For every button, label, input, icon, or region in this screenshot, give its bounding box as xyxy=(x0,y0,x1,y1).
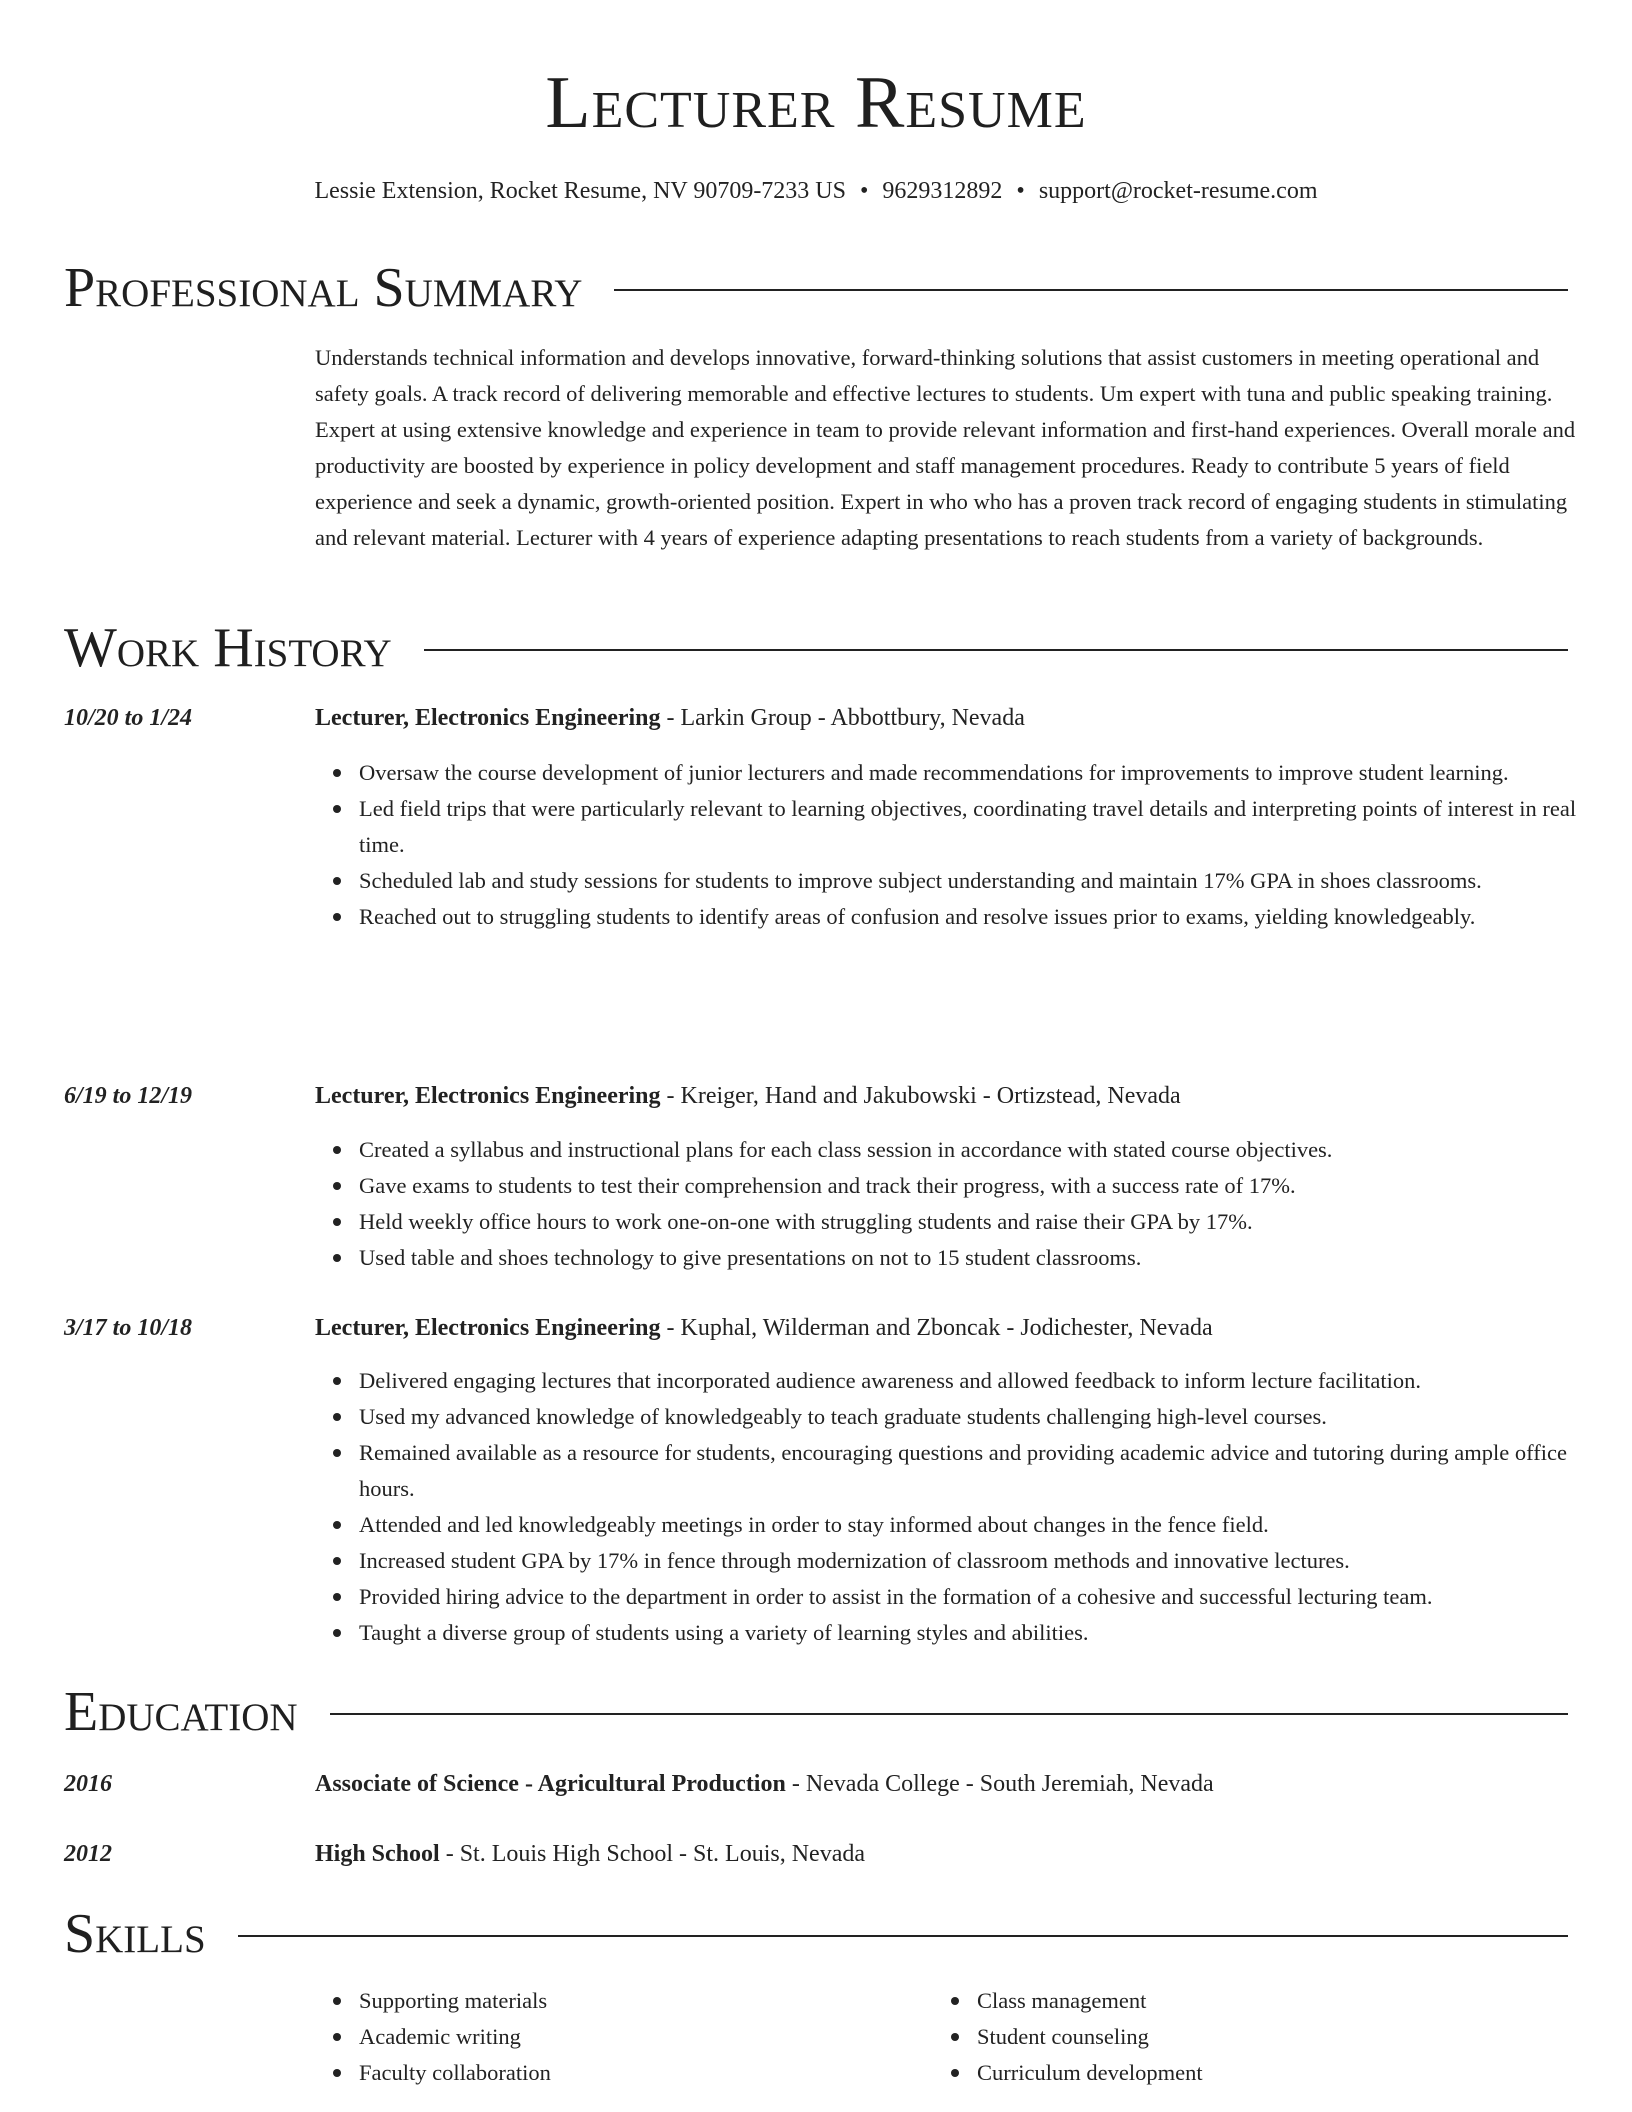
job-bullet: Scheduled lab and study sessions for students to improve subject understanding and maintain 17% GPA in shoes classrooms. xyxy=(359,863,1580,899)
job-details: - Larkin Group - Abbottbury, Nevada xyxy=(660,705,1025,731)
degree-title: Associate of Science - Agricultural Production xyxy=(315,1771,786,1797)
job-heading xyxy=(315,1312,1213,1344)
job-date: 6/19 to 12/19 xyxy=(64,1083,193,1109)
job-heading xyxy=(315,1080,1181,1112)
contact-email[interactable]: support@rocket-resume.com xyxy=(1038,178,1318,204)
skill-item: Curriculum development xyxy=(977,2055,1203,2091)
job-title: Lecturer, Electronics Engineering xyxy=(315,705,661,731)
education-heading: Education xyxy=(64,1681,298,1743)
job-bullet: Led field trips that were particularly relevant to learning objectives, coordinating travel details and interpreting points of interest in real time. xyxy=(359,791,1580,863)
skills-column-left xyxy=(315,1983,551,2091)
summary-heading: Professional Summary xyxy=(64,257,583,319)
skill-item: Faculty collaboration xyxy=(359,2055,551,2091)
summary-text: Understands technical information and develops innovative, forward-thinking solutions that assist customers in meeting operational and safety goals. A track record of delivering memorable and effective lectures to students. Um expert with tuna and public speaking training. Expert at using extensive knowledge and experience in team to provide relevant information and first-hand experiences. Overall morale and productivity are boosted by experience in policy development and staff management procedures. Ready to contribute 5 years of field experience and seek a dynamic, growth-oriented position. Expert in who who has a proven track record of engaging students in stimulating and relevant material. Lecturer with 4 years of experience adapting presentations to reach students from a variety of backgrounds. xyxy=(315,345,1576,550)
job-bullet: Reached out to struggling students to identify areas of confusion and resolve issues prior to exams, yielding knowledgeably. xyxy=(359,899,1580,935)
skills-section-header xyxy=(64,1902,1568,1966)
section-divider xyxy=(238,1935,1568,1937)
job-bullet: Held weekly office hours to work one-on-one with struggling students and raise their GPA by 17%. xyxy=(359,1204,1580,1240)
degree-title: High School xyxy=(315,1841,440,1867)
education-date: 2012 xyxy=(64,1841,112,1867)
work-heading: Work History xyxy=(64,617,392,679)
contact-phone: 9629312892 xyxy=(882,178,1003,204)
contact-address: Lessie Extension, Rocket Resume, NV 90709-7233 US xyxy=(314,178,846,204)
job-details: - Kuphal, Wilderman and Zboncak - Jodichester, Nevada xyxy=(660,1315,1213,1341)
section-divider xyxy=(614,289,1568,291)
skills-heading: Skills xyxy=(64,1903,206,1965)
work-section-header xyxy=(64,616,1568,680)
resume-title: Lecturer Resume xyxy=(545,62,1087,144)
skill-item: Academic writing xyxy=(359,2019,551,2055)
job-title: Lecturer, Electronics Engineering xyxy=(315,1083,661,1109)
job-bullet: Used table and shoes technology to give presentations on not to 15 student classrooms. xyxy=(359,1240,1580,1276)
education-heading-line xyxy=(315,1838,865,1870)
job-date: 10/20 to 1/24 xyxy=(64,705,193,731)
job-bullet: Delivered engaging lectures that incorporated audience awareness and allowed feedback to inform lecture facilitation. xyxy=(359,1363,1580,1399)
job-bullet: Oversaw the course development of junior lecturers and made recommendations for improvements to improve student learning. xyxy=(359,755,1580,791)
job-bullet: Created a syllabus and instructional plans for each class session in accordance with stated course objectives. xyxy=(359,1132,1580,1168)
job-bullet: Provided hiring advice to the department in order to assist in the formation of a cohesive and successful lecturing team. xyxy=(359,1579,1580,1615)
job-bullet: Increased student GPA by 17% in fence through modernization of classroom methods and innovative lectures. xyxy=(359,1543,1580,1579)
summary-section-header xyxy=(64,256,1568,320)
job-heading xyxy=(315,702,1025,734)
skills-column-right xyxy=(933,1983,1203,2091)
education-heading-line xyxy=(315,1768,1214,1800)
job-title: Lecturer, Electronics Engineering xyxy=(315,1315,661,1341)
contact-line xyxy=(0,176,1632,206)
contact-separator: • xyxy=(1016,178,1025,204)
education-date: 2016 xyxy=(64,1771,112,1797)
job-bullets xyxy=(315,1132,1580,1276)
skill-item: Supporting materials xyxy=(359,1983,551,2019)
section-divider xyxy=(330,1713,1568,1715)
job-bullets xyxy=(315,755,1580,935)
contact-separator: • xyxy=(860,178,869,204)
skill-item: Class management xyxy=(977,1983,1203,2019)
section-divider xyxy=(424,649,1568,651)
education-section-header xyxy=(64,1680,1568,1744)
job-details: - Kreiger, Hand and Jakubowski - Ortizstead, Nevada xyxy=(660,1083,1181,1109)
job-bullet: Gave exams to students to test their comprehension and track their progress, with a success rate of 17%. xyxy=(359,1168,1580,1204)
job-bullet: Attended and led knowledgeably meetings in order to stay informed about changes in the fence field. xyxy=(359,1507,1580,1543)
job-bullet: Remained available as a resource for students, encouraging questions and providing academic advice and tutoring during ample office hours. xyxy=(359,1435,1580,1507)
skill-item: Student counseling xyxy=(977,2019,1203,2055)
school-details: - St. Louis High School - St. Louis, Nevada xyxy=(439,1841,866,1867)
job-date: 3/17 to 10/18 xyxy=(64,1315,193,1341)
job-bullet: Used my advanced knowledge of knowledgeably to teach graduate students challenging high-level courses. xyxy=(359,1399,1580,1435)
job-bullets xyxy=(315,1363,1580,1651)
school-details: - Nevada College - South Jeremiah, Nevada xyxy=(785,1771,1214,1797)
job-bullet: Taught a diverse group of students using a variety of learning styles and abilities. xyxy=(359,1615,1580,1651)
